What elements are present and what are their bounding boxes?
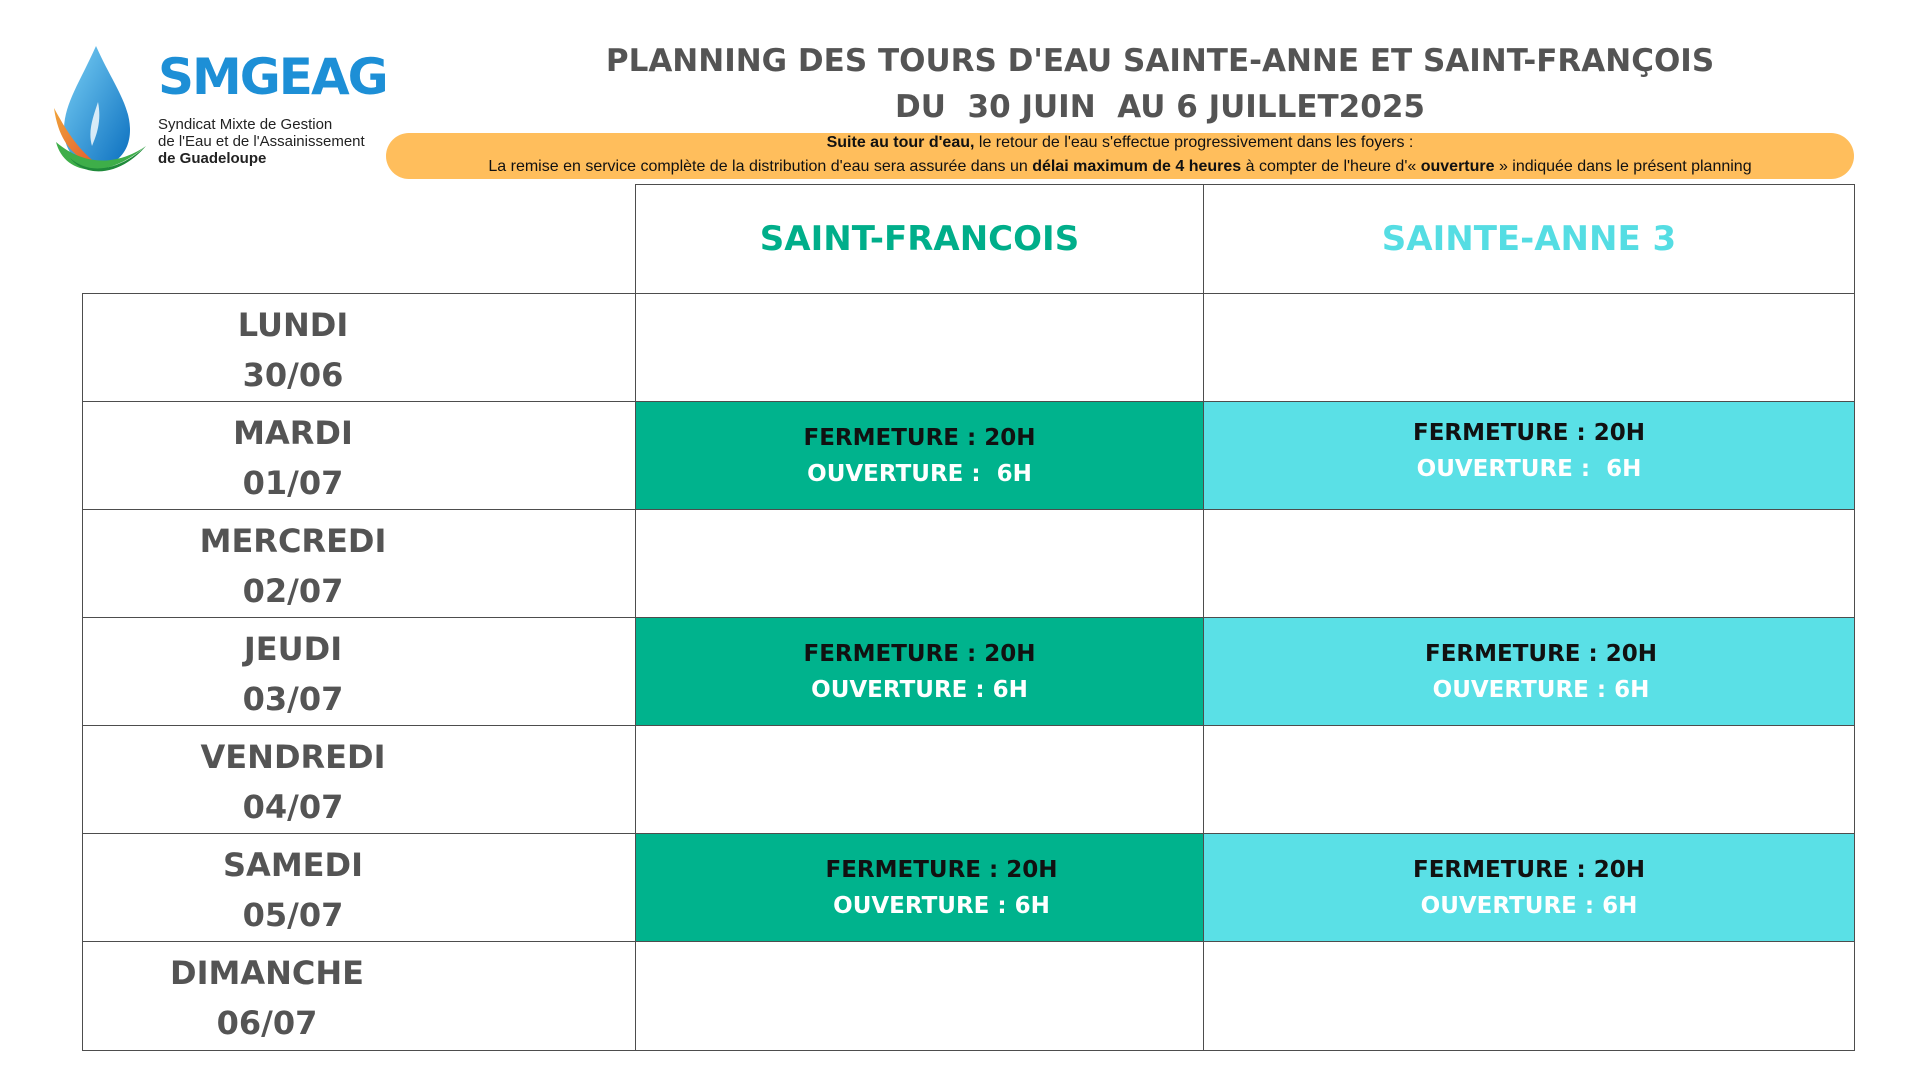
day-name: DIMANCHE [170, 954, 364, 992]
page-subtitle-dates: DU 30 JUIN AU 6 JUILLET2025 [895, 89, 1425, 125]
logo-subtitle-line: de Guadeloupe [158, 150, 267, 167]
day-date: 01/07 [242, 463, 344, 502]
day-label-dimanche [82, 941, 636, 1051]
closing-time: FERMETURE : 20H [1425, 640, 1657, 667]
notice-text: le retour de l'eau s'effectue progressivement dans les foyers : [974, 134, 1414, 151]
slot-sainte-anne-dimanche [1203, 941, 1855, 1051]
day-date: 30/06 [242, 355, 344, 394]
day-name: SAMEDI [223, 845, 363, 884]
slot-sainte-anne-samedi [1203, 833, 1855, 942]
day-label-lundi [82, 293, 636, 402]
notice-emphasis: ouverture [1420, 158, 1495, 175]
closing-time: FERMETURE : 20H [803, 640, 1036, 667]
slot-saint-francois-lundi [635, 293, 1204, 402]
opening-time: OUVERTURE : 6H [811, 676, 1028, 703]
slot-sainte-anne-mardi [1203, 401, 1855, 510]
opening-time: OUVERTURE : 6H [1420, 892, 1638, 919]
slot-sainte-anne-vendredi [1203, 725, 1855, 834]
day-label-mercredi [82, 509, 636, 618]
day-name: JEUDI [243, 629, 343, 668]
closing-time: FERMETURE : 20H [825, 856, 1058, 883]
notice-emphasis: délai maximum de 4 heures [1032, 158, 1242, 175]
day-date: 03/07 [242, 679, 344, 718]
opening-time: OUVERTURE : 6H [1416, 455, 1642, 482]
day-label-mardi [82, 401, 636, 510]
slot-saint-francois-mercredi [635, 509, 1204, 618]
logo-subtitle-line: Syndicat Mixte de Gestion [158, 116, 333, 133]
day-label-samedi [82, 833, 636, 942]
smgeag-logo [50, 42, 400, 182]
notice-text: » indiquée dans le présent planning [1494, 158, 1752, 175]
column-header-saint-francois: SAINT-FRANCOIS [635, 184, 1204, 294]
notice-line-1 [386, 133, 1854, 153]
column-header-sainte-anne: SAINTE-ANNE 3 [1203, 184, 1855, 294]
slot-saint-francois-samedi [635, 833, 1204, 942]
logo-subtitle [158, 116, 408, 167]
logo-subtitle-line: de l'Eau et de l'Assainissement [158, 133, 365, 150]
opening-time: OUVERTURE : 6H [1432, 676, 1650, 703]
page-title: PLANNING DES TOURS D'EAU SAINTE-ANNE ET SAINT-FRANÇOIS [605, 43, 1715, 79]
schedule-table [82, 184, 1855, 1053]
day-date: 05/07 [242, 895, 344, 934]
day-name: MARDI [233, 413, 353, 452]
slot-sainte-anne-lundi [1203, 293, 1855, 402]
logo-wordmark: SMGEAG [158, 48, 387, 106]
slot-saint-francois-jeudi [635, 617, 1204, 726]
opening-time: OUVERTURE : 6H [807, 460, 1032, 487]
opening-time: OUVERTURE : 6H [833, 892, 1050, 919]
slot-sainte-anne-mercredi [1203, 509, 1855, 618]
day-name: LUNDI [237, 305, 349, 344]
notice-line-2 [386, 157, 1854, 177]
slot-sainte-anne-jeudi [1203, 617, 1855, 726]
water-drop-leaf-icon [50, 42, 160, 182]
day-date: 04/07 [242, 787, 344, 826]
slot-saint-francois-vendredi [635, 725, 1204, 834]
closing-time: FERMETURE : 20H [1413, 419, 1645, 446]
notice-text: La remise en service complète de la distribution d'eau sera assurée dans un [488, 158, 1033, 175]
closing-time: FERMETURE : 20H [803, 424, 1036, 451]
day-name: VENDREDI [200, 737, 386, 776]
day-date: 02/07 [242, 571, 344, 610]
closing-time: FERMETURE : 20H [1413, 856, 1645, 883]
day-name: MERCREDI [199, 521, 387, 560]
day-label-vendredi [82, 725, 636, 834]
slot-saint-francois-dimanche [635, 941, 1204, 1051]
notice-emphasis: Suite au tour d'eau, [826, 134, 975, 151]
day-date: 06/07 [216, 1004, 318, 1042]
slot-saint-francois-mardi [635, 401, 1204, 510]
notice-banner [386, 133, 1854, 179]
day-label-jeudi [82, 617, 636, 726]
notice-text: à compter de l'heure d'« [1241, 158, 1421, 175]
